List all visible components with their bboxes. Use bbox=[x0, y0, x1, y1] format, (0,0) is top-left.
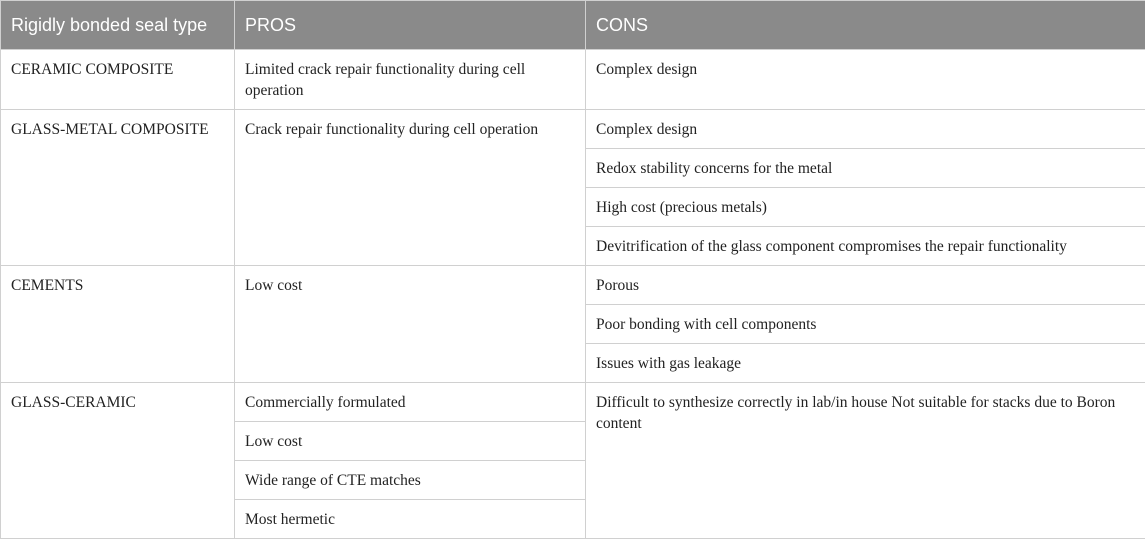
cons-cell: Porous bbox=[586, 266, 1145, 305]
table-row bbox=[1, 110, 1145, 149]
table-header bbox=[1, 1, 1145, 50]
cons-cell: Complex design bbox=[586, 110, 1145, 149]
table-row bbox=[1, 50, 1145, 110]
pros-cell: Most hermetic bbox=[235, 500, 586, 539]
cons-cell: Difficult to synthesize correctly in lab/in house Not suitable for stacks due to Boron content bbox=[586, 383, 1145, 539]
pros-cell: Low cost bbox=[235, 422, 586, 461]
cons-cell: Devitrification of the glass component compromises the repair functionality bbox=[586, 227, 1145, 266]
pros-cell: Wide range of CTE matches bbox=[235, 461, 586, 500]
seal-type-cell: GLASS-METAL COMPOSITE bbox=[1, 110, 235, 266]
pros-cell: Low cost bbox=[235, 266, 586, 383]
cons-cell: Complex design bbox=[586, 50, 1145, 110]
header-cons: CONS bbox=[586, 1, 1145, 50]
cons-cell: High cost (precious metals) bbox=[586, 188, 1145, 227]
seal-type-cell: GLASS-CERAMIC bbox=[1, 383, 235, 539]
header-pros: PROS bbox=[235, 1, 586, 50]
header-seal-type: Rigidly bonded seal type bbox=[1, 1, 235, 50]
pros-cell: Crack repair functionality during cell operation bbox=[235, 110, 586, 266]
pros-cell: Commercially formulated bbox=[235, 383, 586, 422]
table-body bbox=[1, 50, 1145, 539]
cons-cell: Poor bonding with cell components bbox=[586, 305, 1145, 344]
pros-cell: Limited crack repair functionality during cell operation bbox=[235, 50, 586, 110]
seal-type-cell: CEMENTS bbox=[1, 266, 235, 383]
table-row bbox=[1, 383, 1145, 422]
cons-cell: Issues with gas leakage bbox=[586, 344, 1145, 383]
table-row bbox=[1, 266, 1145, 305]
cons-cell: Redox stability concerns for the metal bbox=[586, 149, 1145, 188]
seal-type-cell: CERAMIC COMPOSITE bbox=[1, 50, 235, 110]
header-row bbox=[1, 1, 1145, 50]
